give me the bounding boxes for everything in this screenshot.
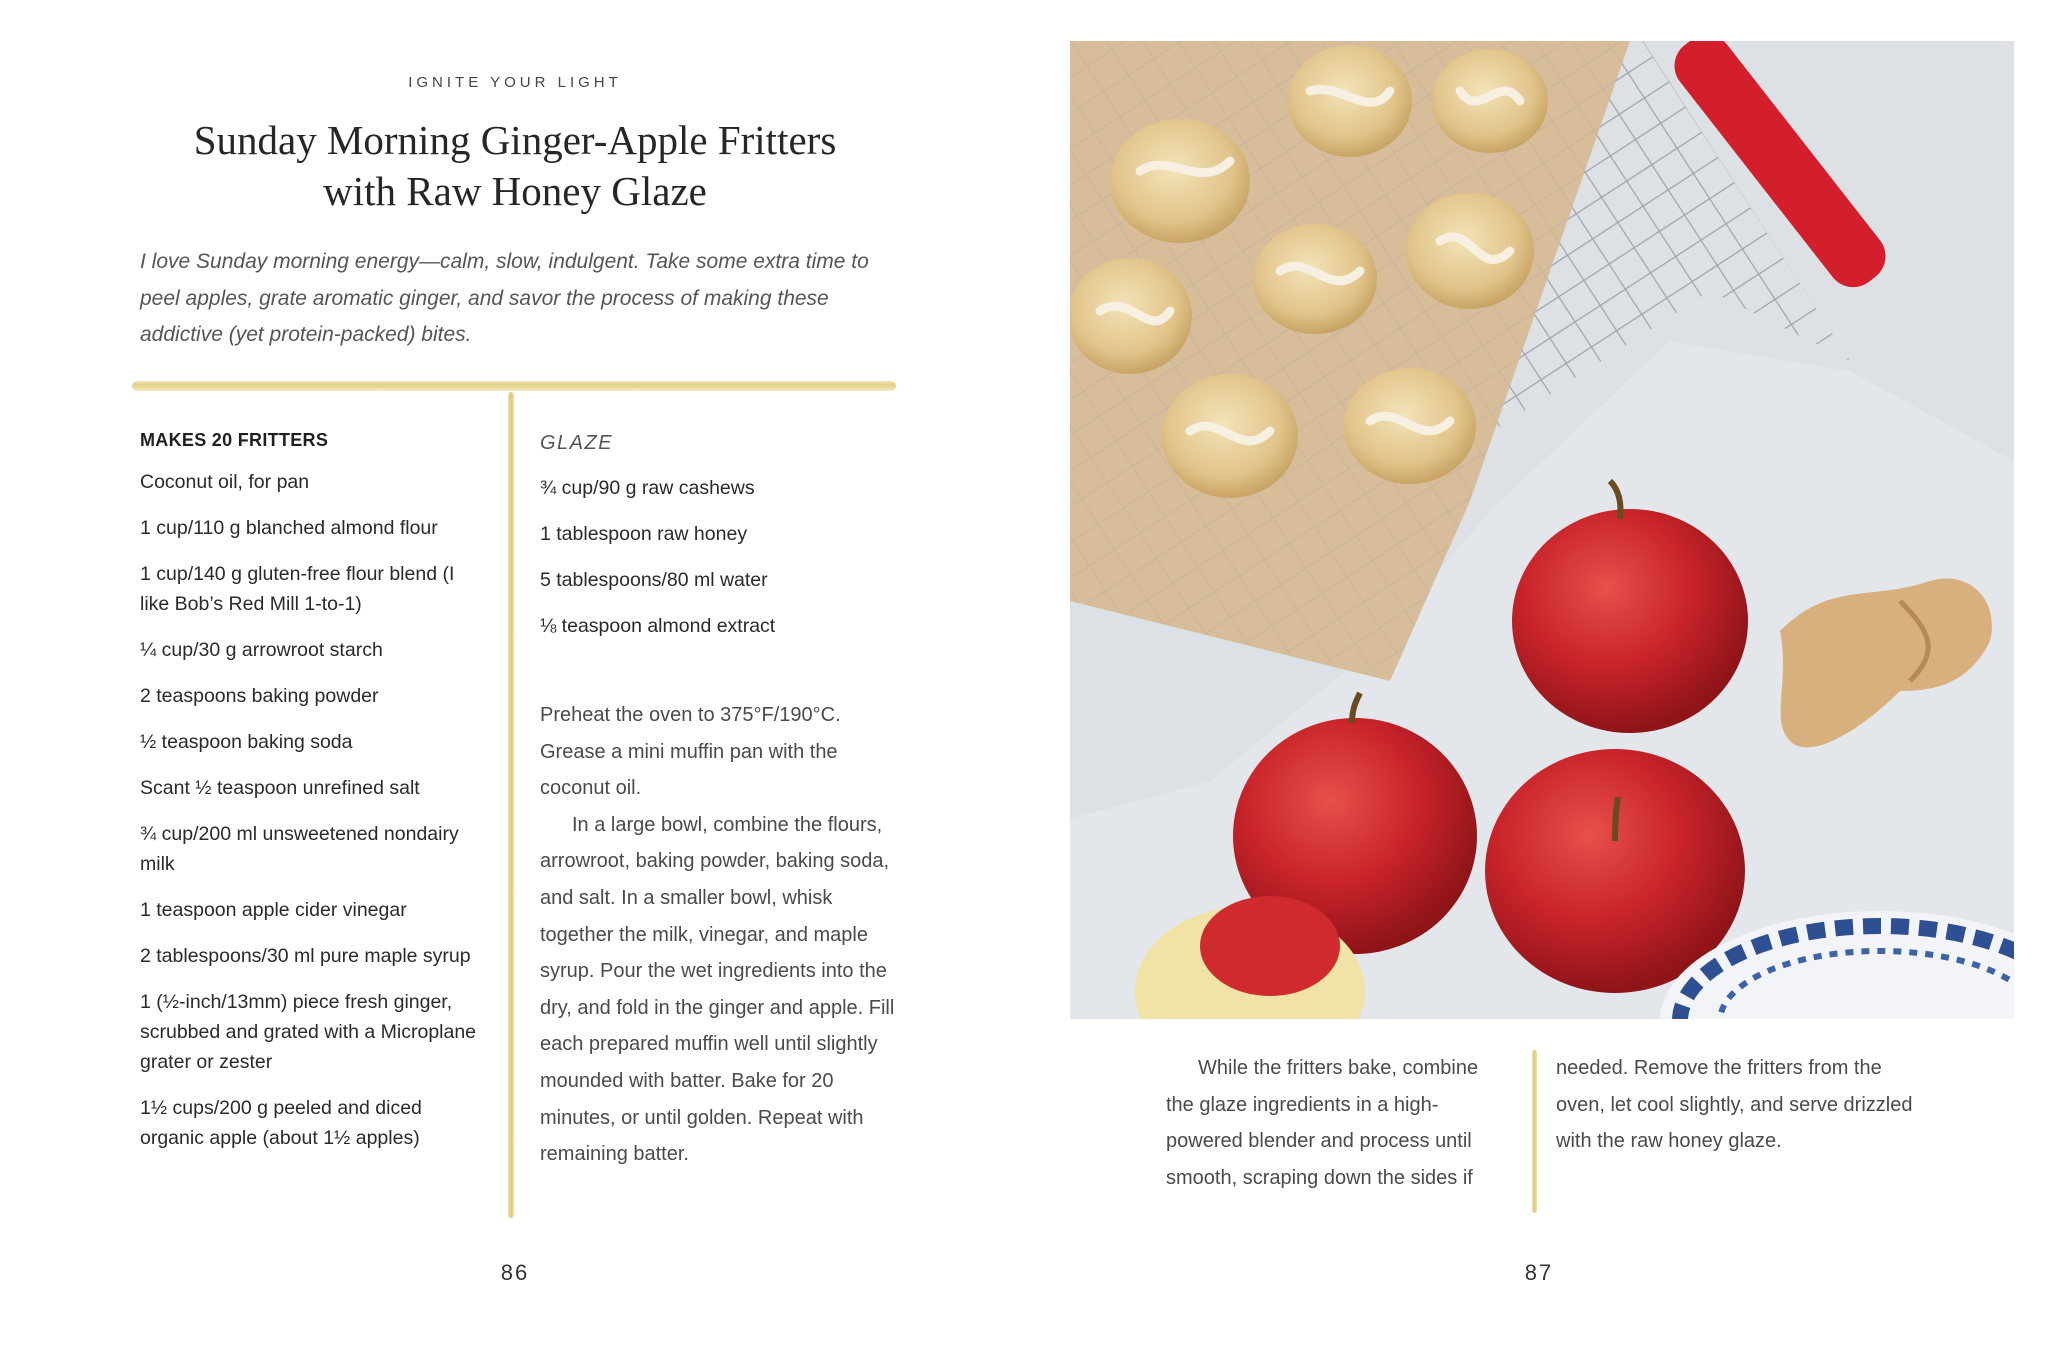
- horizontal-rule: [132, 381, 896, 391]
- recipe-intro: I love Sunday morning energy—calm, slow, indulgent. Take some extra time to peel apples, grate aromatic ginger, and savor the process of making these addictive (yet protein-packed) bites.: [140, 250, 869, 346]
- vertical-rule: [508, 392, 514, 1218]
- glaze-ingredient-list: [540, 473, 900, 641]
- ingredients-column: [140, 430, 480, 1169]
- glaze-and-method-column: [540, 432, 900, 1173]
- ingredient-item: ¼ cup/30 g arrowroot starch: [140, 639, 383, 661]
- recipe-title: [0, 115, 1030, 217]
- ingredient-item: Coconut oil, for pan: [140, 471, 310, 493]
- method-paragraph: Preheat the oven to 375°F/190°C. Grease a mini muffin pan with the coconut oil.: [540, 704, 841, 800]
- title-line-1: Sunday Morning Ginger-Apple Fritters: [193, 117, 837, 163]
- body-paragraph: needed. Remove the fritters from the oven, let cool slightly, and serve drizzled with the raw honey glaze.: [1556, 1057, 1913, 1153]
- ingredient-item: 1 cup/140 g gluten-free flour blend (I like Bob’s Red Mill 1-to-1): [140, 563, 455, 615]
- ingredient-item: ½ teaspoon baking soda: [140, 731, 353, 753]
- method-paragraph: In a large bowl, combine the flours, arrowroot, baking powder, baking soda, and salt. In a smaller bowl, whisk together the milk, vinegar, and maple syrup. Pour the wet ingredients into the dry, and fold in the ginger and apple. Fill each prepared muffin well until slightly mounded with batter. Bake for 20 minutes, or until golden. Repeat with remaining batter.: [540, 813, 895, 1166]
- glaze-ingredient-item: ⅛ teaspoon almond extract: [540, 615, 776, 637]
- ingredient-item: 2 teaspoons baking powder: [140, 685, 379, 707]
- ingredient-item: 1 (½-inch/13mm) piece fresh ginger, scrubbed and grated with a Microplane grater or zester: [140, 991, 477, 1073]
- ingredient-item: ¾ cup/200 ml unsweetened nondairy milk: [140, 823, 459, 875]
- glaze-ingredient-item: ¾ cup/90 g raw cashews: [540, 477, 755, 499]
- page-number: 86: [500, 1260, 530, 1285]
- method-text: [540, 697, 900, 1173]
- right-page: [1024, 0, 2048, 1352]
- text-column-1: [1166, 1050, 1506, 1196]
- title-line-2: with Raw Honey Glaze: [323, 168, 707, 214]
- vertical-rule: [1532, 1050, 1537, 1213]
- ingredient-item: Scant ½ teaspoon unrefined salt: [140, 777, 420, 799]
- running-head: IGNITE YOUR LIGHT: [408, 74, 622, 91]
- yield-label: MAKES 20 FRITTERS: [140, 430, 329, 450]
- glaze-ingredient-item: 5 tablespoons/80 ml water: [540, 569, 768, 591]
- glaze-heading: GLAZE: [540, 432, 614, 454]
- body-paragraph: While the fritters bake, combine the glaze ingredients in a high-powered blender and process until smooth, scraping down the sides if: [1166, 1057, 1479, 1189]
- ingredient-item: 2 tablespoons/30 ml pure maple syrup: [140, 945, 471, 967]
- text-column-2: [1556, 1050, 1926, 1160]
- food-photo: [1070, 41, 2014, 1019]
- page-number: 87: [1524, 1260, 1554, 1285]
- ingredient-list: [140, 467, 480, 1153]
- ingredient-item: 1 cup/110 g blanched almond flour: [140, 517, 438, 539]
- ingredient-item: 1½ cups/200 g peeled and diced organic apple (about 1½ apples): [140, 1097, 422, 1149]
- glaze-ingredient-item: 1 tablespoon raw honey: [540, 523, 748, 545]
- ingredient-item: 1 teaspoon apple cider vinegar: [140, 899, 407, 921]
